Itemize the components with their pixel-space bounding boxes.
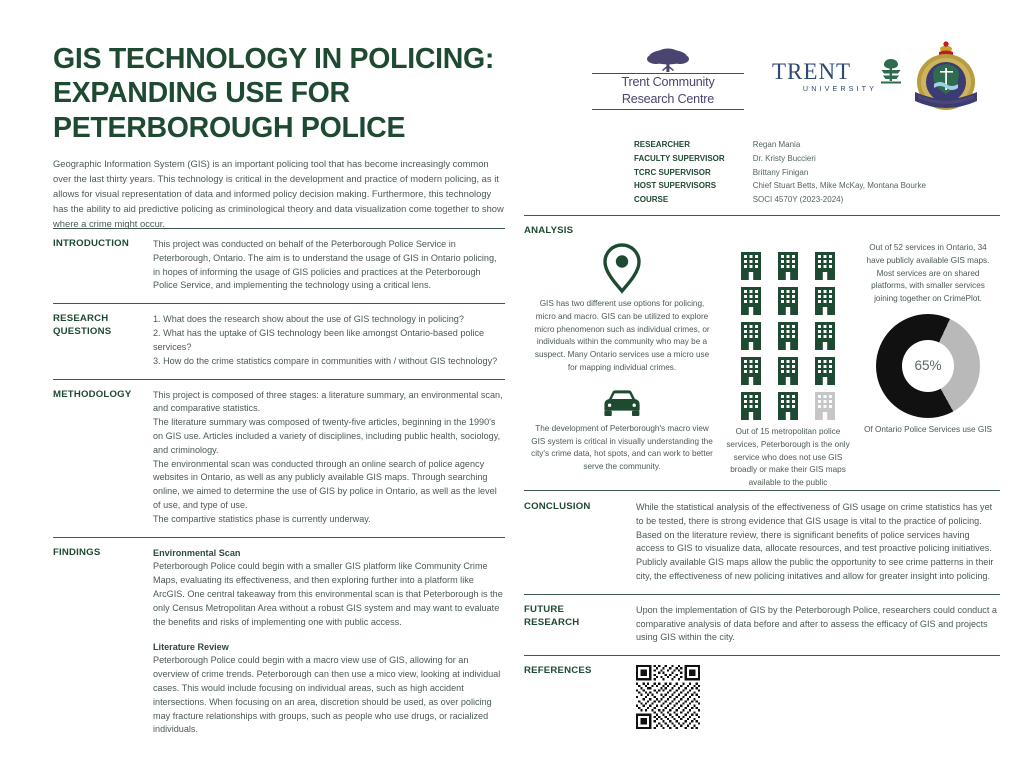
tcrc-line-2: Research Centre [621, 91, 715, 106]
credit-row [634, 141, 926, 155]
tcrc-line-1: Trent Community [621, 75, 715, 89]
section-label-future-research [524, 604, 636, 645]
findings-environmental-scan-text: Peterborough Police could begin with a smaller GIS platform like Community Crime Maps, evaluating its effectiveness, and then exploring further into a platform like ArcGIS. One central takeaway from this environmental scan is that Peterborough is the only Census Metropolitan Area without a robust GIS system and may want to evaluate the benefits and risks of implementing one with public access. [153, 561, 503, 627]
section-analysis [524, 215, 1000, 490]
logo-rule-bottom [592, 109, 744, 110]
credit-row [634, 196, 926, 210]
section-future-research [524, 594, 1000, 655]
building-icon [739, 355, 763, 385]
trent-tree-emblem-icon [878, 56, 904, 89]
building-icon [813, 285, 837, 315]
credit-label: COURSE [634, 195, 669, 205]
left-column [53, 228, 505, 747]
findings-literature-review-text: Peterborough Police could begin with a macro view use of GIS, allowing for an overview of crime trends. Peterborough can then use a mico view, looking at individual cases. This would include focusing on individual areas, such as high accident intersections. When focusing on an area, discretion should be used, as over policing may fracture relationships with groups, such as people who use drugs, or racialized individuals. [153, 655, 501, 735]
building-icon-inactive [813, 390, 837, 420]
spacer [153, 630, 505, 641]
page-title: GIS TECHNOLOGY IN POLICING: EXPANDING USE FOR PETERBOROUGH POLICE [53, 43, 495, 144]
credit-label: HOST SUPERVISORS [634, 181, 717, 191]
building-icon [776, 285, 800, 315]
trent-community-research-centre-logo [592, 47, 744, 110]
trent-university-logo [772, 60, 902, 93]
section-label-introduction: INTRODUCTION [53, 238, 129, 249]
section-introduction [53, 228, 505, 303]
trent-wordmark: TRENT [772, 59, 852, 84]
analysis-infographics [524, 236, 1000, 490]
conclusion-text: While the statistical analysis of the effectiveness of GIS usage on crime statistics has yet to be tested, there is strong evidence that GIS usage is vital to the practice of policing. Based on the literature review, there is significant benefits of police services having access to GIS to visualize data, allocate resources, and test proactive policing initiatives. Publicly available GIS maps allow the public the opportunity to see crime patterns in their city, the effectiveness of new policing initatives and allow for greater insight into policing. [636, 501, 994, 582]
building-icon [739, 285, 763, 315]
section-label-references: REFERENCES [524, 665, 592, 677]
analysis-column-donut [856, 242, 1000, 437]
credit-row [634, 155, 926, 169]
section-methodology [53, 379, 505, 537]
section-body-research-questions [153, 313, 505, 368]
methodology-paragraph-2: The literature summary was composed of twenty-five articles, beginning in the 1990's on GIS use. Articles included a variety of disciplines, including public health, sociology, and criminology. [153, 417, 501, 455]
analysis-pin-text: GIS has two different use options for policing, micro and macro. GIS can be utilized to explore micro phenomenon such as individual crimes, or individuals within the community who may be a suspect. Many Ontario services use a micro use for mapping individual crimes. [534, 299, 710, 372]
section-label-analysis: ANALYSIS [524, 225, 574, 236]
logo-row [560, 44, 1000, 124]
section-references [524, 655, 1000, 739]
building-icon [813, 250, 837, 280]
credit-value: Brittany Finigan [752, 167, 809, 177]
findings-subhead-environmental-scan: Environmental Scan [153, 547, 241, 558]
peterborough-police-crest-icon [910, 40, 982, 125]
building-icon [739, 320, 763, 350]
map-pin-icon [524, 242, 720, 294]
section-label-conclusion: CONCLUSION [524, 500, 591, 512]
section-body-methodology [153, 389, 505, 527]
trent-university-subtext: UNIVERSITY [802, 84, 878, 93]
building-icon [813, 320, 837, 350]
references-qr-code[interactable] [636, 665, 700, 729]
credit-value: Dr. Kristy Buccieri [752, 153, 816, 163]
section-body-conclusion [636, 501, 1000, 584]
donut-caption: Of Ontario Police Services use GIS [864, 424, 992, 434]
building-icon [739, 390, 763, 420]
section-label-methodology: METHODOLOGY [53, 388, 132, 400]
credit-label: RESEARCHER [634, 140, 691, 149]
donut-percent-label: 65% [914, 358, 942, 374]
building-icon [776, 320, 800, 350]
analysis-column-buildings [724, 242, 852, 490]
section-body-references [636, 665, 1000, 729]
analysis-buildings-text: Out of 15 metropolitan police services, Peterborough is the only service who does not use GIS broadly or make their GIS maps available to the public [726, 427, 850, 488]
credit-row [634, 169, 926, 183]
credit-label: FACULTY SUPERVISOR [634, 153, 725, 163]
methodology-paragraph-1: This project is composed of three stages: a literature summary, an environmental scan, and comparative statistics. [153, 389, 503, 414]
buildings-pictogram [724, 250, 852, 426]
tree-icon [592, 47, 744, 73]
credit-row [634, 182, 926, 196]
research-question-2: 2. What has the uptake of GIS technology been like amongst Ontario-based police services? [153, 328, 485, 352]
future-research-text: Upon the implementation of GIS by the Peterborough Police, researchers could conduct a comparative analysis of data before and after to assess the efficacy of GIS and projects using GIS within the city. [636, 604, 997, 643]
section-body-introduction [153, 238, 505, 293]
section-body-findings [153, 547, 505, 738]
intro-paragraph: Geographic Information System (GIS) is an important policing tool that has become increasingly common over the last thirty years. This technology is critical in the development and practice of modern policing, as it allows for visual representation of data and informed policy decision making. Furthermore, this technology has the ability to aid predictive policing as criminological theory and data visualization come together to show where a crime might occur. [53, 158, 504, 229]
section-label-research-questions: RESEARCH QUESTIONS [53, 313, 112, 337]
section-research-questions [53, 303, 505, 378]
car-icon [524, 375, 720, 419]
donut-center [902, 340, 954, 392]
introduction-text: This project was conducted on behalf of the Peterborough Police Service in Peterborough, Ontario. The aim is to understand the usage of GIS in Ontario policing, in hopes of informing the usage of GIS policies and practices at the Peterborough Police Service, and implementing the technology using a critical lens. [153, 239, 497, 291]
future-research-label-line: FUTURE RESEARCH [524, 603, 580, 628]
building-icon [776, 390, 800, 420]
credit-value: SOCI 4570Y (2023-2024) [752, 195, 844, 205]
building-icon [776, 250, 800, 280]
analysis-stat-text: Out of 52 services in Ontario, 34 have publicly available GIS maps. Most services are on shared platforms, with smaller services joining together on CrimePlot. [866, 243, 990, 304]
title-block [53, 42, 533, 232]
building-icon [776, 355, 800, 385]
section-findings [53, 537, 505, 748]
credits-block [634, 141, 926, 210]
credit-label: TCRC SUPERVISOR [634, 167, 711, 177]
right-column [524, 215, 1000, 739]
donut-chart [876, 314, 980, 418]
credit-value: Regan Mania [752, 140, 801, 149]
methodology-paragraph-3: The environmental scan was conducted through an online search of police agency websites in Ontario, as well as any publicly available GIS maps. Through searching online, we aimed to determine the use of GIS by police in Ontario, as well as the level of use, and type of use. [153, 458, 497, 510]
methodology-paragraph-4: The compartive statistics phase is currently underway. [153, 513, 371, 524]
section-conclusion [524, 490, 1000, 594]
research-question-3: 3. How do the crime statistics compare in communities with / without GIS technology? [153, 355, 498, 366]
building-icon [739, 250, 763, 280]
section-body-future-research [636, 604, 1000, 645]
analysis-car-text: The development of Peterborough's macro view GIS system is critical in visually understanding the city's crime data, hot spots, and can work to better serve the community. [531, 423, 713, 472]
credit-value: Chief Stuart Betts, Mike McKay, Montana Bourke [752, 181, 926, 191]
section-label-findings: FINDINGS [53, 546, 101, 558]
analysis-column-micro-macro [524, 242, 720, 474]
building-icon [813, 355, 837, 385]
research-question-1: 1. What does the research show about the use of GIS technology in policing? [153, 314, 464, 325]
findings-subhead-literature-review: Literature Review [153, 641, 229, 652]
